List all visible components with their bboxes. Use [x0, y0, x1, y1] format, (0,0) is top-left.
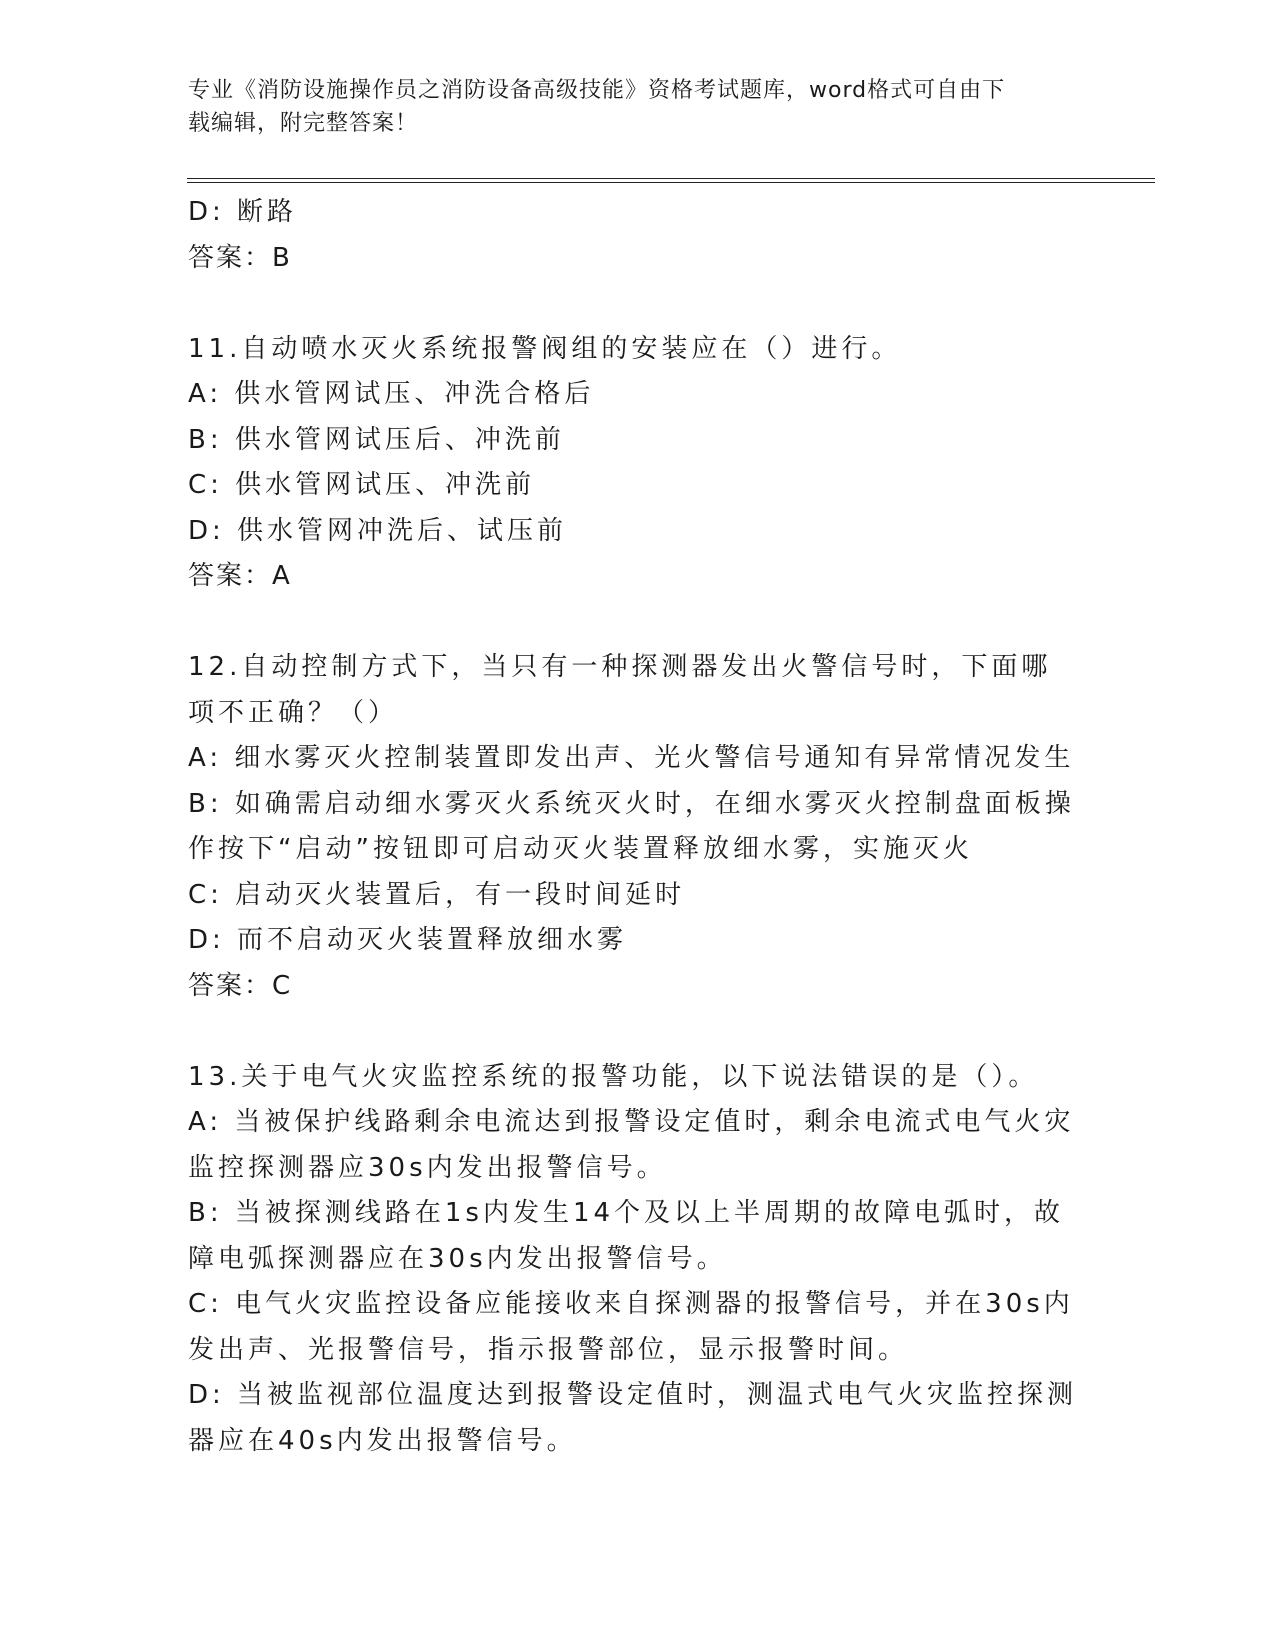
- question-11-option-a: A: 供水管网试压、冲洗合格后: [188, 379, 595, 409]
- question-12-option-a: A: 细水雾灭火控制装置即发出声、光火警信号通知有异常情况发生: [188, 743, 1075, 773]
- question-12-answer: 答案：C: [188, 970, 293, 1001]
- question-12-option-b: B: 如确需启动细水雾灭火系统灭火时，在细水雾灭火控制盘面板操作按下“启动”按钮即可启动灭火装置释放细水雾，实施灭火: [188, 788, 1075, 864]
- question-13-option-c: C: 电气火灾监控设备应能接收来自探测器的报警信号，并在30s内发出声、光报警信号，指示报警部位，显示报警时间。: [188, 1289, 1074, 1365]
- question-content: [188, 190, 1078, 1464]
- header-rule-top: [187, 178, 1155, 179]
- question-13-option-d: D: 当被监视部位温度达到报警设定值时，测温式电气火灾监控探测器应在40s内发出报警信号。: [188, 1380, 1078, 1456]
- question-11-answer: 答案：A: [188, 561, 292, 591]
- question-12-option-c: C: 启动灭火装置后，有一段时间延时: [188, 879, 686, 910]
- header-rule-bottom: [187, 182, 1155, 183]
- header-line-1: 专业《消防设施操作员之消防设备高级技能》资格考试题库，word格式可自由下: [188, 78, 1006, 103]
- question-11-option-c: C: 供水管网试压、冲洗前: [188, 470, 536, 500]
- question-13-stem: 13.关于电气火灾监控系统的报警功能，以下说法错误的是（）。: [188, 1061, 1039, 1092]
- prev-option-d: D: 断路: [188, 197, 298, 227]
- header-line-2: 载编辑，附完整答案！: [188, 111, 419, 136]
- document-header: [188, 74, 1068, 140]
- question-11-option-b: B: 供水管网试压后、冲洗前: [188, 424, 565, 455]
- question-11-stem: 11.自动喷水灭火系统报警阀组的安装应在（）进行。: [188, 333, 902, 364]
- spacer: [188, 600, 1078, 646]
- spacer: [188, 281, 1078, 327]
- prev-answer: 答案：B: [188, 242, 292, 273]
- question-11-option-d: D: 供水管网冲洗后、试压前: [188, 515, 568, 546]
- question-12-option-d: D: 而不启动灭火装置释放细水雾: [188, 925, 628, 955]
- question-13-option-a: A: 当被保护线路剩余电流达到报警设定值时，剩余电流式电气火灾监控探测器应30s内发出报警信号。: [188, 1107, 1075, 1183]
- question-13-option-b: B: 当被探测线路在1s内发生14个及以上半周期的故障电弧时，故障电弧探测器应在30s内发出报警信号。: [188, 1198, 1065, 1274]
- question-12-stem: 12.自动控制方式下，当只有一种探测器发出火警信号时，下面哪项不正确？（）: [188, 652, 1052, 728]
- spacer: [188, 1009, 1078, 1055]
